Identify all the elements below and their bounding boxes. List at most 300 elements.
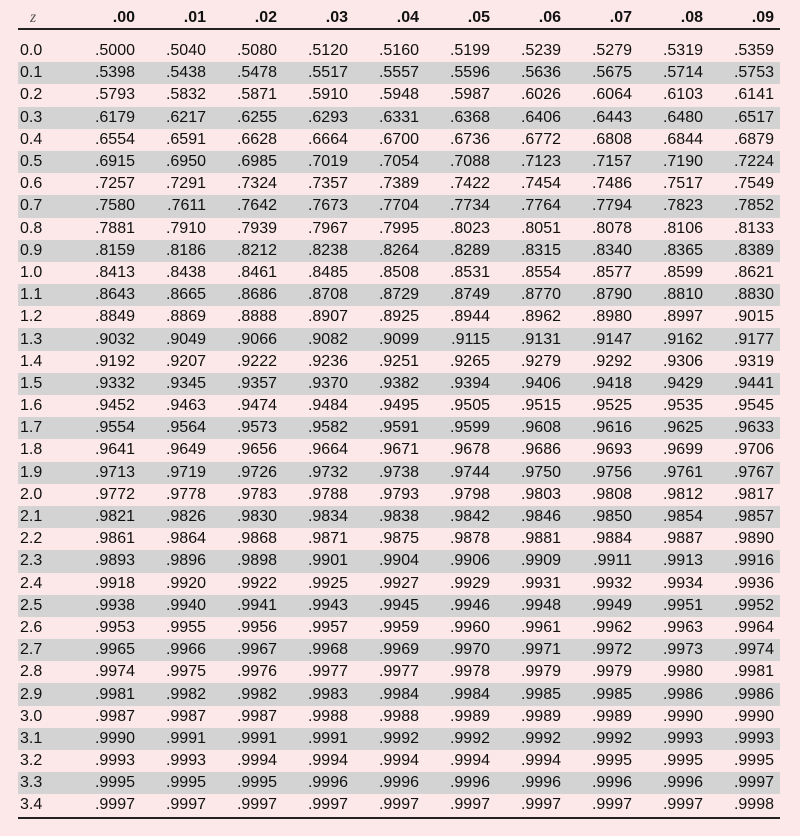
probability-cell: .8340 [567, 240, 638, 262]
column-header: .02 [212, 8, 283, 29]
probability-cell: .9985 [567, 683, 638, 705]
probability-cell: .8888 [236, 308, 277, 326]
probability-cell: .7454 [520, 175, 561, 193]
probability-cell: .9911 [567, 550, 638, 572]
probability-cell: .9474 [236, 397, 277, 415]
table-row [18, 794, 780, 817]
probability-cell: .5596 [425, 62, 496, 84]
probability-cell: .9884 [591, 530, 632, 548]
probability-cell: .9987 [165, 707, 206, 725]
probability-cell: .6950 [141, 151, 212, 173]
probability-cell: .9861 [94, 530, 135, 548]
probability-cell: .9997 [212, 794, 283, 817]
probability-cell: .8508 [378, 263, 419, 281]
probability-cell: .9978 [449, 663, 490, 681]
probability-cell: .9131 [496, 328, 567, 350]
z-value-cell: 2.7 [18, 639, 70, 661]
probability-cell: .9382 [354, 373, 425, 395]
probability-cell: .9993 [638, 728, 709, 750]
probability-cell: .9890 [733, 530, 774, 548]
probability-cell: .9319 [733, 352, 774, 370]
probability-cell: .9997 [141, 794, 212, 817]
probability-cell: .9992 [567, 728, 638, 750]
probability-cell: .9997 [709, 772, 780, 794]
probability-cell: .8485 [307, 263, 348, 281]
probability-cell: .9812 [662, 485, 703, 503]
probability-cell: .8315 [496, 240, 567, 262]
probability-cell: .8665 [141, 284, 212, 306]
probability-cell: .6554 [94, 130, 135, 148]
probability-cell: .9850 [567, 506, 638, 528]
table-row [18, 240, 780, 262]
probability-cell: .9881 [520, 530, 561, 548]
z-value-cell: 0.1 [18, 62, 70, 84]
probability-cell: .5753 [709, 62, 780, 84]
probability-cell: .9345 [141, 373, 212, 395]
probability-cell: .9699 [662, 441, 703, 459]
probability-cell: .9936 [733, 574, 774, 592]
probability-cell: .7794 [567, 195, 638, 217]
probability-cell: .9993 [94, 752, 135, 770]
probability-cell: .9988 [378, 707, 419, 725]
probability-cell: .9948 [496, 595, 567, 617]
probability-cell: .6443 [567, 107, 638, 129]
probability-cell: .9015 [733, 308, 774, 326]
probability-cell: .8461 [236, 263, 277, 281]
probability-cell: .9608 [496, 417, 567, 439]
probability-cell: .9793 [378, 485, 419, 503]
probability-cell: .9452 [94, 397, 135, 415]
probability-cell: .9750 [496, 462, 567, 484]
probability-cell: .9957 [307, 618, 348, 636]
probability-cell: .9996 [567, 772, 638, 794]
probability-cell: .9975 [165, 663, 206, 681]
probability-cell: .5636 [496, 62, 567, 84]
probability-cell: .9993 [165, 752, 206, 770]
column-header: .06 [496, 8, 567, 29]
z-value-cell: 3.4 [18, 794, 70, 817]
probability-cell: .7580 [70, 195, 141, 217]
probability-cell: .9982 [141, 683, 212, 705]
probability-cell: .8051 [520, 219, 561, 237]
probability-cell: .9913 [638, 550, 709, 572]
probability-cell: .8944 [449, 308, 490, 326]
probability-cell: .9864 [165, 530, 206, 548]
z-value-cell: 2.9 [18, 683, 70, 705]
probability-cell: .9967 [212, 639, 283, 661]
probability-cell: .5279 [591, 42, 632, 60]
probability-cell: .7611 [141, 195, 212, 217]
probability-cell: .7673 [283, 195, 354, 217]
probability-cell: .9996 [638, 772, 709, 794]
probability-cell: .9821 [70, 506, 141, 528]
probability-cell: .9671 [378, 441, 419, 459]
probability-cell: .9868 [236, 530, 277, 548]
table-row [18, 573, 780, 595]
probability-cell: .9279 [520, 352, 561, 370]
z-value-cell: 0.0 [20, 42, 43, 60]
probability-cell: .9987 [236, 707, 277, 725]
probability-cell: .9099 [354, 328, 425, 350]
probability-cell: .7967 [307, 219, 348, 237]
probability-cell: .5438 [141, 62, 212, 84]
probability-cell: .9599 [425, 417, 496, 439]
probability-cell: .6480 [638, 107, 709, 129]
probability-cell: .9756 [567, 462, 638, 484]
probability-cell: .9207 [165, 352, 206, 370]
table-row [18, 395, 780, 417]
z-value-cell: 1.1 [18, 284, 70, 306]
probability-cell: .9955 [165, 618, 206, 636]
probability-cell: .5910 [307, 86, 348, 104]
probability-cell: .9032 [70, 328, 141, 350]
probability-cell: .7642 [212, 195, 283, 217]
probability-cell: .9988 [307, 707, 348, 725]
probability-cell: .7088 [425, 151, 496, 173]
probability-cell: .9979 [520, 663, 561, 681]
probability-cell: .9441 [709, 373, 780, 395]
probability-cell: .9996 [425, 772, 496, 794]
probability-cell: .6517 [709, 107, 780, 129]
probability-cell: .6915 [70, 151, 141, 173]
probability-cell: .6026 [520, 86, 561, 104]
z-value-cell: 1.7 [18, 417, 70, 439]
probability-cell: .5000 [94, 42, 135, 60]
probability-cell: .5987 [449, 86, 490, 104]
probability-cell: .9803 [520, 485, 561, 503]
probability-cell: .9977 [378, 663, 419, 681]
probability-cell: .9525 [591, 397, 632, 415]
probability-cell: .9970 [425, 639, 496, 661]
probability-cell: .6664 [307, 130, 348, 148]
probability-cell: .7517 [662, 175, 703, 193]
z-value-cell: 1.0 [20, 263, 43, 281]
probability-cell: .8708 [283, 284, 354, 306]
probability-cell: .5948 [378, 86, 419, 104]
probability-cell: .9995 [141, 772, 212, 794]
z-value-cell: 1.2 [20, 308, 43, 326]
probability-cell: .8729 [354, 284, 425, 306]
z-value-cell: 2.3 [18, 550, 70, 572]
probability-cell: .9995 [212, 772, 283, 794]
probability-cell: .9990 [70, 728, 141, 750]
probability-cell: .9904 [354, 550, 425, 572]
probability-cell: .9984 [425, 683, 496, 705]
probability-cell: .5675 [567, 62, 638, 84]
probability-cell: .7224 [709, 151, 780, 173]
z-column-header: z [18, 8, 70, 29]
z-value-cell: 1.8 [20, 441, 43, 459]
z-value-cell: 2.2 [20, 530, 43, 548]
probability-cell: .9953 [94, 618, 135, 636]
table-row [18, 417, 780, 439]
probability-cell: .8212 [212, 240, 283, 262]
probability-cell: .7054 [354, 151, 425, 173]
probability-cell: .5319 [662, 42, 703, 60]
column-header: .05 [425, 8, 496, 29]
probability-cell: .9306 [662, 352, 703, 370]
probability-cell: .6844 [662, 130, 703, 148]
probability-cell: .9767 [709, 462, 780, 484]
probability-cell: .9991 [141, 728, 212, 750]
z-value-cell: 2.1 [18, 506, 70, 528]
probability-cell: .9906 [425, 550, 496, 572]
probability-cell: .5359 [733, 42, 774, 60]
z-value-cell: 2.4 [20, 574, 43, 592]
z-value-cell: 1.3 [18, 328, 70, 350]
probability-cell: .9147 [567, 328, 638, 350]
probability-cell: .8413 [94, 263, 135, 281]
probability-cell: .9980 [662, 663, 703, 681]
probability-cell: .8106 [662, 219, 703, 237]
probability-cell: .7734 [425, 195, 496, 217]
probability-cell: .9941 [212, 595, 283, 617]
probability-cell: .8869 [165, 308, 206, 326]
probability-cell: .9938 [70, 595, 141, 617]
probability-cell: .9990 [733, 707, 774, 725]
probability-cell: .9969 [354, 639, 425, 661]
probability-cell: .5120 [307, 42, 348, 60]
table-row [18, 284, 780, 306]
z-value-cell: 3.0 [20, 707, 43, 725]
z-value-cell: 2.5 [18, 595, 70, 617]
probability-cell: .7852 [709, 195, 780, 217]
probability-cell: .9713 [70, 462, 141, 484]
probability-cell: .6808 [591, 130, 632, 148]
probability-cell: .9976 [236, 663, 277, 681]
probability-cell: .5398 [70, 62, 141, 84]
probability-cell: .5080 [236, 42, 277, 60]
probability-cell: .9222 [236, 352, 277, 370]
probability-cell: .9664 [307, 441, 348, 459]
probability-cell: .9986 [638, 683, 709, 705]
z-value-cell: 3.3 [18, 772, 70, 794]
z-value-cell: 1.6 [20, 397, 43, 415]
table-row [18, 550, 780, 572]
probability-cell: .9959 [378, 618, 419, 636]
table-row [18, 218, 780, 240]
probability-cell: .9945 [354, 595, 425, 617]
probability-cell: .9857 [709, 506, 780, 528]
probability-cell: .9573 [212, 417, 283, 439]
z-value-cell: 2.0 [20, 485, 43, 503]
probability-cell: .8389 [709, 240, 780, 262]
column-header: .09 [709, 8, 780, 29]
probability-cell: .9429 [638, 373, 709, 395]
probability-cell: .9515 [520, 397, 561, 415]
probability-cell: .9993 [709, 728, 780, 750]
probability-cell: .5239 [520, 42, 561, 60]
probability-cell: .9901 [283, 550, 354, 572]
probability-cell: .9641 [94, 441, 135, 459]
probability-cell: .6736 [449, 130, 490, 148]
probability-cell: .6255 [212, 107, 283, 129]
probability-cell: .9996 [496, 772, 567, 794]
probability-cell: .7764 [496, 195, 567, 217]
probability-cell: .9495 [378, 397, 419, 415]
probability-cell: .8907 [307, 308, 348, 326]
probability-cell: .8438 [165, 263, 206, 281]
probability-cell: .6700 [378, 130, 419, 148]
probability-cell: .9979 [591, 663, 632, 681]
column-header: .07 [567, 8, 638, 29]
probability-cell: .9332 [70, 373, 141, 395]
table-row [18, 129, 780, 151]
probability-cell: .9871 [307, 530, 348, 548]
probability-cell: .7486 [591, 175, 632, 193]
probability-cell: .8997 [662, 308, 703, 326]
probability-cell: .8133 [733, 219, 774, 237]
probability-cell: .8686 [212, 284, 283, 306]
probability-cell: .9817 [733, 485, 774, 503]
probability-cell: .9949 [567, 595, 638, 617]
probability-cell: .8830 [709, 284, 780, 306]
probability-cell: .9878 [449, 530, 490, 548]
probability-cell: .9966 [141, 639, 212, 661]
z-value-cell: 0.8 [20, 219, 43, 237]
probability-cell: .9192 [94, 352, 135, 370]
probability-cell: .9994 [449, 752, 490, 770]
probability-cell: .9929 [449, 574, 490, 592]
probability-cell: .8790 [567, 284, 638, 306]
probability-cell: .9357 [212, 373, 283, 395]
probability-cell: .9838 [354, 506, 425, 528]
probability-cell: .8023 [449, 219, 490, 237]
table-row [18, 62, 780, 84]
probability-cell: .6368 [425, 107, 496, 129]
probability-cell: .9989 [449, 707, 490, 725]
probability-cell: .9983 [283, 683, 354, 705]
probability-cell: .9934 [662, 574, 703, 592]
z-value-cell: 1.5 [18, 373, 70, 395]
probability-cell: .9973 [638, 639, 709, 661]
probability-cell: .5832 [165, 86, 206, 104]
probability-cell: .6217 [141, 107, 212, 129]
probability-cell: .9893 [70, 550, 141, 572]
column-header: .08 [638, 8, 709, 29]
probability-cell: .7939 [236, 219, 277, 237]
probability-cell: .8264 [354, 240, 425, 262]
table-row [18, 661, 780, 683]
probability-cell: .9693 [591, 441, 632, 459]
probability-cell: .9964 [733, 618, 774, 636]
z-value-cell: 3.2 [20, 752, 43, 770]
probability-cell: .9952 [709, 595, 780, 617]
table-row [18, 484, 780, 506]
probability-cell: .9738 [354, 462, 425, 484]
z-value-cell: 3.1 [18, 728, 70, 750]
table-row [18, 373, 780, 395]
probability-cell: .7324 [236, 175, 277, 193]
z-value-cell: 2.8 [20, 663, 43, 681]
probability-cell: .7823 [638, 195, 709, 217]
table-body [18, 29, 780, 818]
probability-cell: .5557 [354, 62, 425, 84]
probability-cell: .9946 [425, 595, 496, 617]
probability-cell: .6406 [496, 107, 567, 129]
probability-cell: .6064 [591, 86, 632, 104]
probability-cell: .9991 [212, 728, 283, 750]
probability-cell: .9991 [283, 728, 354, 750]
probability-cell: .9418 [567, 373, 638, 395]
z-value-cell: 0.5 [18, 151, 70, 173]
probability-cell: .9778 [165, 485, 206, 503]
probability-cell: .9992 [496, 728, 567, 750]
probability-cell: .9649 [165, 441, 206, 459]
probability-cell: .9761 [638, 462, 709, 484]
probability-cell: .9982 [212, 683, 283, 705]
probability-cell: .9678 [449, 441, 490, 459]
probability-cell: .9582 [283, 417, 354, 439]
probability-cell: .9394 [425, 373, 496, 395]
probability-cell: .9971 [496, 639, 567, 661]
table-row [18, 506, 780, 528]
probability-cell: .5199 [449, 42, 490, 60]
probability-cell: .5714 [638, 62, 709, 84]
table-row [18, 639, 780, 661]
probability-cell: .9370 [283, 373, 354, 395]
probability-cell: .9995 [591, 752, 632, 770]
table-row [18, 84, 780, 106]
probability-cell: .9987 [94, 707, 135, 725]
probability-cell: .9236 [307, 352, 348, 370]
probability-cell: .9977 [307, 663, 348, 681]
probability-cell: .7257 [94, 175, 135, 193]
probability-cell: .9992 [425, 728, 496, 750]
probability-cell: .9292 [591, 352, 632, 370]
probability-cell: .9554 [70, 417, 141, 439]
probability-cell: .9162 [638, 328, 709, 350]
table-row [18, 683, 780, 705]
probability-cell: .9997 [567, 794, 638, 817]
probability-cell: .9997 [496, 794, 567, 817]
probability-cell: .9842 [425, 506, 496, 528]
probability-cell: .7910 [165, 219, 206, 237]
probability-cell: .7881 [94, 219, 135, 237]
probability-cell: .6141 [733, 86, 774, 104]
probability-cell: .9898 [212, 550, 283, 572]
probability-cell: .7704 [354, 195, 425, 217]
probability-cell: .9686 [520, 441, 561, 459]
probability-cell: .9998 [709, 794, 780, 817]
probability-cell: .9997 [638, 794, 709, 817]
probability-cell: .6772 [520, 130, 561, 148]
probability-cell: .9997 [70, 794, 141, 817]
probability-cell: .9564 [141, 417, 212, 439]
probability-cell: .9744 [425, 462, 496, 484]
probability-cell: .7995 [378, 219, 419, 237]
probability-cell: .8531 [449, 263, 490, 281]
table-row [18, 262, 780, 284]
probability-cell: .9925 [307, 574, 348, 592]
table-row [18, 772, 780, 794]
probability-cell: .9951 [638, 595, 709, 617]
probability-cell: .8749 [425, 284, 496, 306]
probability-cell: .7019 [283, 151, 354, 173]
probability-cell: .5478 [212, 62, 283, 84]
probability-cell: .9049 [141, 328, 212, 350]
probability-cell: .8810 [638, 284, 709, 306]
probability-cell: .9974 [94, 663, 135, 681]
table-row [18, 173, 780, 195]
probability-cell: .9974 [709, 639, 780, 661]
probability-cell: .8643 [70, 284, 141, 306]
probability-cell: .9830 [212, 506, 283, 528]
probability-cell: .9505 [449, 397, 490, 415]
probability-cell: .9177 [709, 328, 780, 350]
probability-cell: .7291 [165, 175, 206, 193]
probability-cell: .9984 [354, 683, 425, 705]
